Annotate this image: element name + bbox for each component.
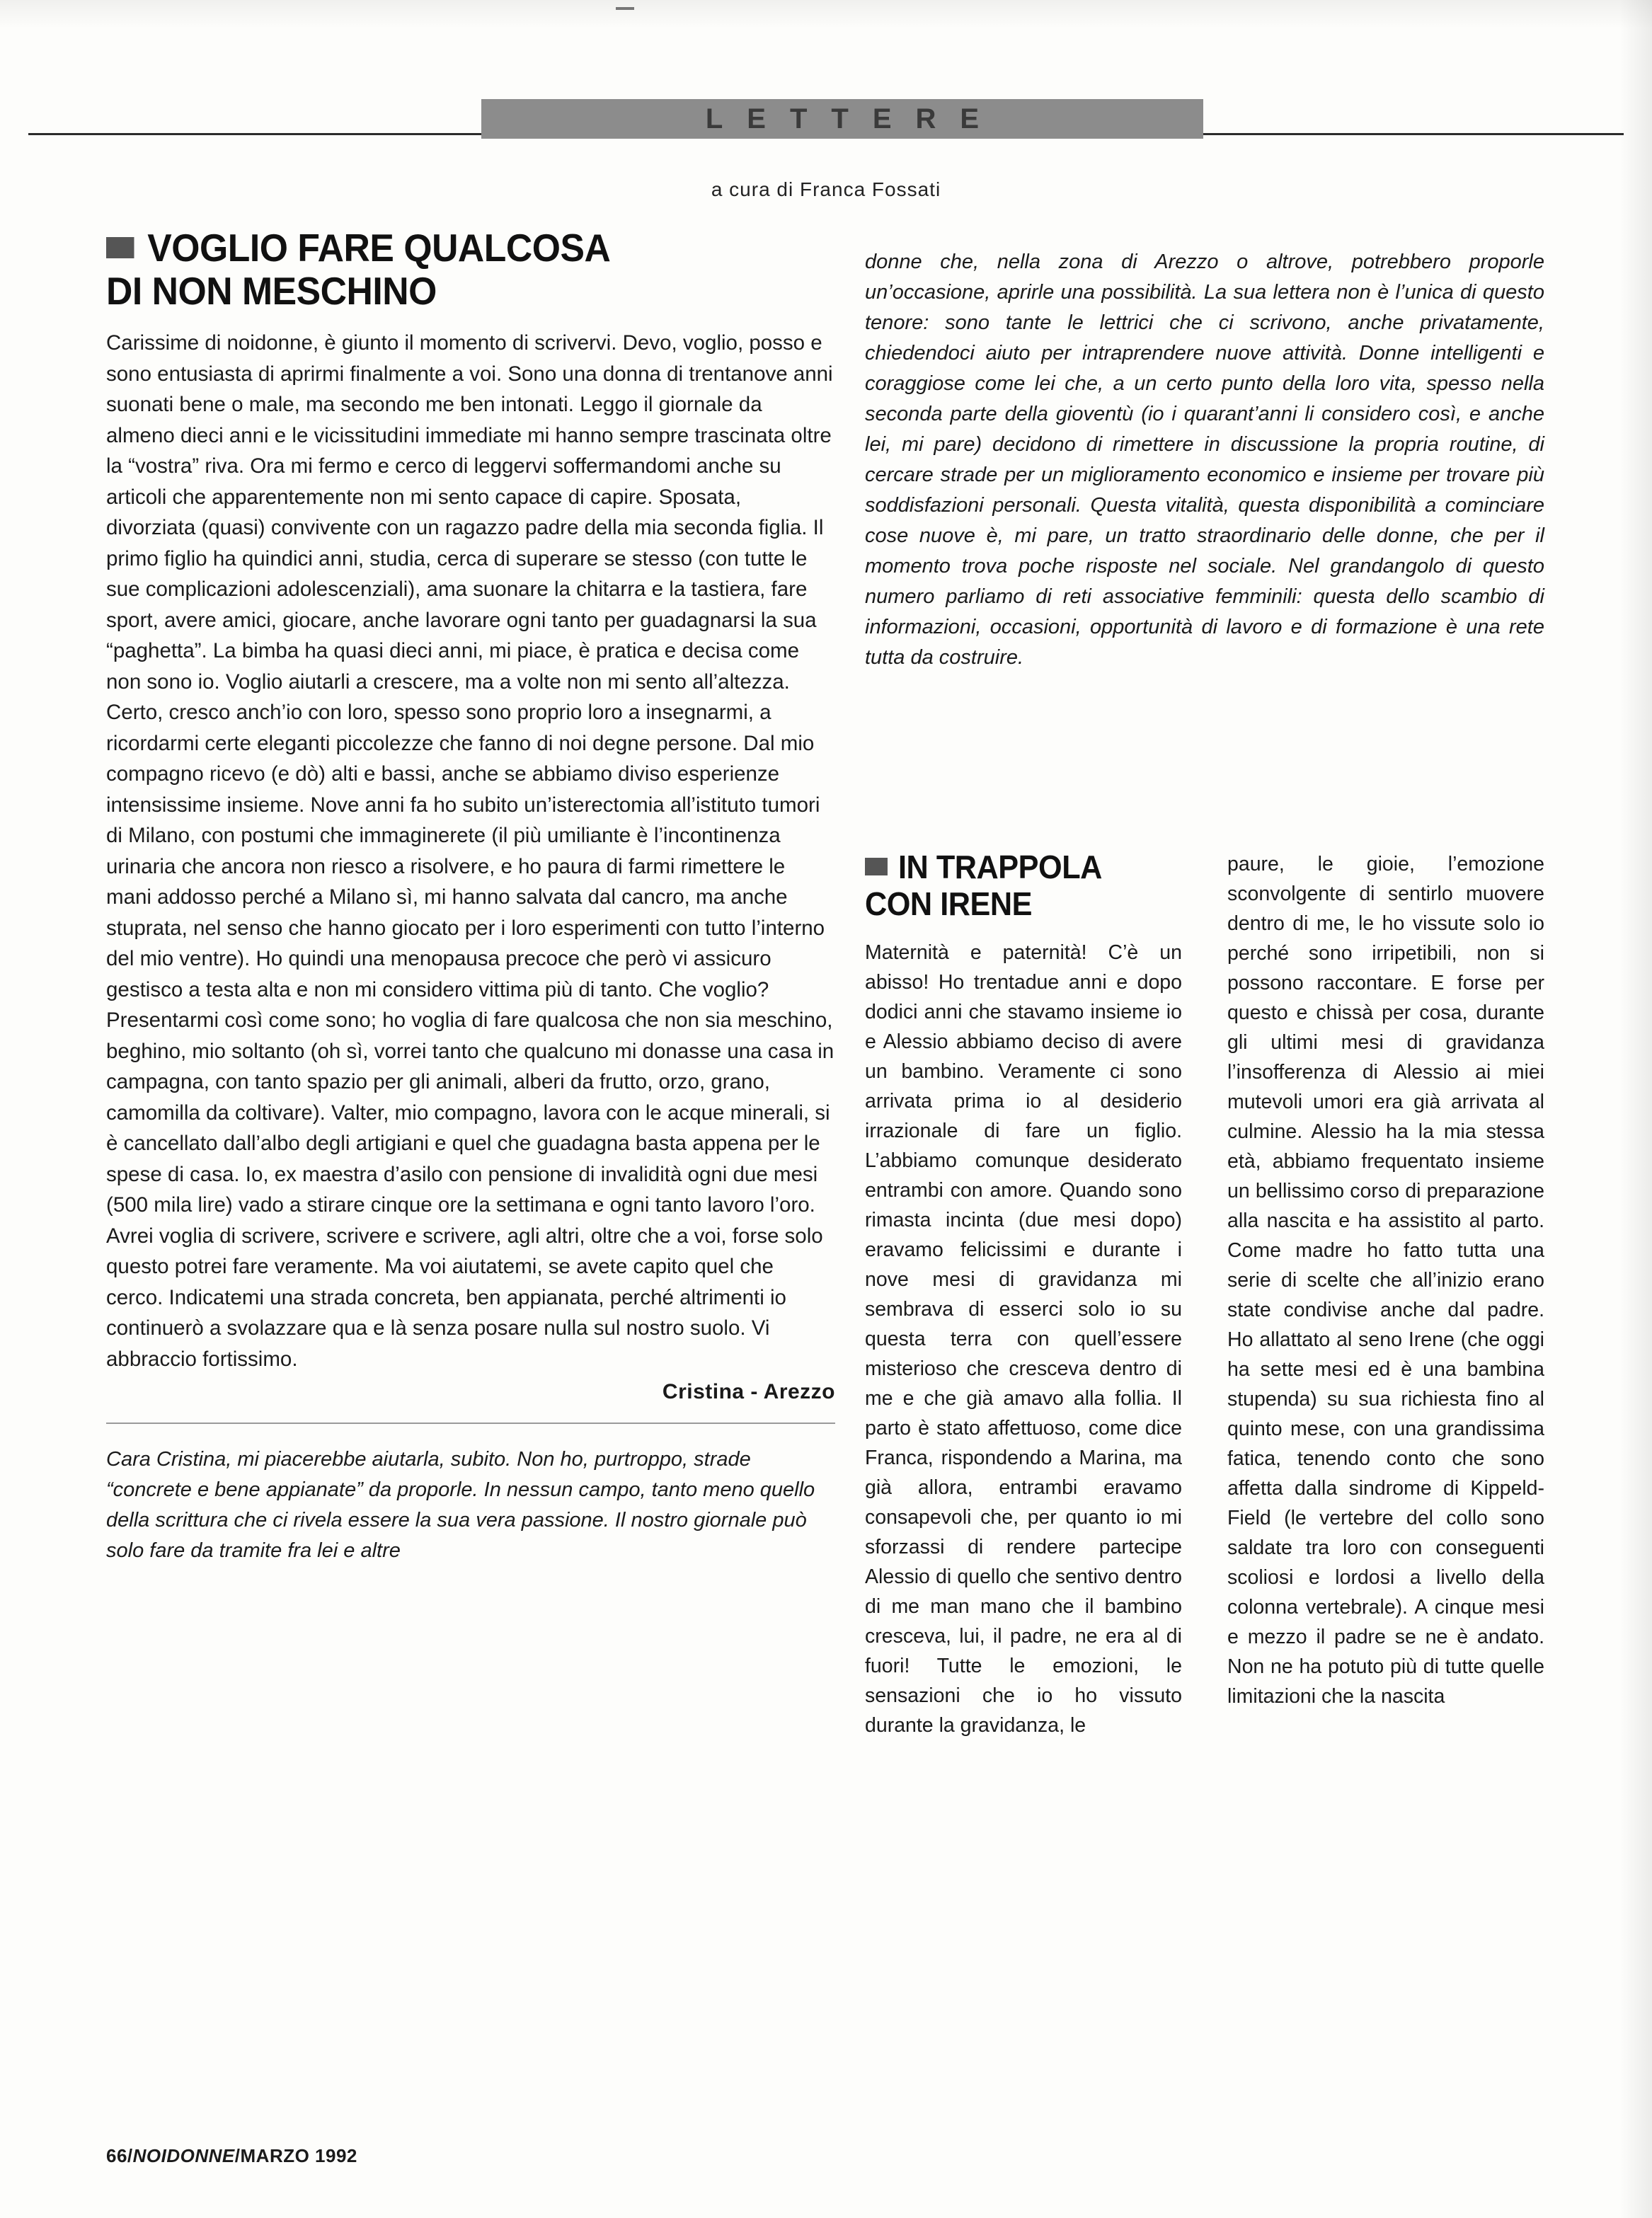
letter-2-headline-line1: IN TRAPPOLA bbox=[898, 849, 1102, 885]
square-bullet-icon bbox=[865, 858, 888, 875]
scan-shadow-right bbox=[1619, 0, 1652, 2218]
masthead-rule-left bbox=[28, 133, 481, 135]
letter-2-headline-line2: CON IRENE bbox=[865, 885, 1033, 922]
section-title: LETTERE bbox=[705, 103, 1004, 134]
letter-1-divider bbox=[106, 1423, 835, 1424]
letter-2-body-col2: paure, le gioie, l’emozione sconvolgente di sentirlo muovere dentro di me, le ho vissute solo io perché sono irripetibili, non si possono raccontare. E forse per questo e chissà per cosa, durante gli ultimi mesi di gravidanza l’insofferenza di Alessio ai miei mutevoli umori era già arrivata al culmine. Alessio ha la mia stessa età, abbiamo frequentato insieme un bellissimo corso di preparazione alla nascita e ha assistito al parto. Come madre ho fatto tutta una serie di scelte che all’inizio erano state condivise anche dal padre. Ho allattato al seno Irene (che oggi ha sette mesi ed è una bambina stupenda) su sua richiesta fino al quinto mese, con una grandissima fatica, tenendo conto che sono affetta dalla sindrome di Kippeld-Field (le vertebre del collo sono saldate tra loro con conseguenti scoliosi e lordosi a livello della colonna vertebrale). A cinque mesi e mezzo il padre se ne è andato. Non ne ha potuto più di tutte quelle limitazioni che la nascita bbox=[1227, 853, 1550, 1708]
column-right-top bbox=[865, 226, 1544, 694]
letter-1-reply-part2: donne che, nella zona di Arezzo o altrove, potrebbero proporle un’occasione, aprirle una possibilità. La sua lettera non è l’unica di questo tenore: sono tante le lettrici che ci scrivono, anche privatamente, chiedendoci aiuto per intraprendere nuove attività. Donne intelligenti e coraggiose come lei che, a un certo punto della loro vita, spesso nella seconda parte della gioventù (io i quarant’anni li considero così, e anche lei, mi pare) decidono di rimettere in discussione la propria routine, di cercare strade per un miglioramento economico e insieme per trovare più soddisfazioni personali. Questa vitalità, questa disponibilità a cominciare cose nuove è, mi pare, un tratto straordinario delle donne, che per il momento trova poche risposte nel sociale. Nel grandangolo di questo numero parliamo di reti associative femminili: questa dello scambio di informazioni, occasioni, opportunità di lavoro e di formazione è una rete tutta da costruire. bbox=[865, 251, 1544, 669]
page-footer bbox=[106, 2145, 357, 2167]
byline: a cura di Franca Fossati bbox=[711, 178, 941, 200]
letter-1-body: Carissime di noidonne, è giunto il momento di scrivervi. Devo, voglio, posso e sono entusiasta di aprirmi finalmente a voi. Sono una donna di trentanove anni suonati bene o male, ma secondo me ben intonati. Leggo il giornale da almeno dieci anni e le vicissitudini immediate mi hanno sempre trascinata oltre la “vostra” riva. Ora mi fermo e cerco di leggervi soffermandomi anche su articoli che apparentemente non mi sento capace di capire. Sposata, divorziata (quasi) convivente con un ragazzo padre della mia seconda figlia. Il primo figlio ha quindici anni, studia, cerca di superare se stesso (con tutte le sue complicazioni adolescenziali), ama suonare la chitarra e la tastiera, fare sport, avere amici, giocare, anche lavorare ogni tanto per guadagnarsi la sua “paghetta”. La bimba ha quasi dieci anni, mi piace, è pratica e decisa come non sono io. Voglio aiutarli a crescere, ma a volte non mi sento all’altezza. Certo, cresco anch’io con loro, spesso sono proprio loro a insegnarmi, a ricordarmi certe eleganti piccolezze che fanno di noi degne persone. Dal mio compagno ricevo (e dò) alti e bassi, anche se abbiamo diviso esperienze intensissime insieme. Nove anni fa ho subito un’isterectomia all’istituto tumori di Milano, con postumi che immaginerete (il più umiliante è l’incontinenza urinaria che ancora non riesco a risolvere, e ho paura di farmi rimettere le mani addosso perché a Milano sì, mi hanno salvata dal cancro, ma anche stuprata, nel senso che hanno giocato per i loro esperimenti con tutto l’interno del mio ventre). Ho quindi una menopausa precoce che però vi assicuro gestisco a testa alta e non mi considero vittima più di tanto. Che voglio? Presentarmi così come sono; ho voglia di fare qualcosa che non sia meschino, beghino, mio soltanto (oh sì, vorrei tanto che qualcuno mi donasse una casa in campagna, con tanto spazio per gli animali, alberi da frutto, orzo, grano, camomilla da coltivare). Valter, mio compagno, lavora con le acque minerali, si è cancellato dall’albo degli artigiani e quel che guadagna basta appena per le spese di casa. Io, ex maestra d’asilo con pensione di invalidità ogni due mesi (500 mila lire) vado a stirare cinque ore la settimana e ogni tanto lavoro l’oro. Avrei voglia di scrivere, scrivere e scrivere, agli altri, oltre che a voi, forse solo questo potrei fare veramente. Ma voi aiutatemi, se avete capito quel che cerco. Indicatemi una strada concreta, ben appianata, perché altrimenti io continuerò a svolazzare qua e là senza posare nulla sul nostro suolo. Vi abbraccio fortissimo. bbox=[106, 331, 840, 1371]
footer-issue: /MARZO 1992 bbox=[234, 2145, 357, 2166]
column-left bbox=[106, 226, 840, 1587]
square-bullet-icon bbox=[106, 237, 134, 258]
scan-tick-mark bbox=[616, 7, 634, 10]
letter-2-block bbox=[865, 849, 1550, 1740]
letter-2-body-col1: Maternità e paternità! C’è un abisso! Ho trentadue anni e dopo dodici anni che stavamo insieme io e Alessio abbiamo deciso di avere un bambino. Veramente ci sono arrivata prima io al desiderio irrazionale di fare un figlio. L’abbiamo comunque desiderato entrambi con amore. Quando sono rimasta incinta (due mesi dopo) eravamo felicissimi e durante i nove mesi di gravidanza mi sembrava di esserci solo io su questa terra con quell’essere misterioso che cresceva dentro di me e che già amavo alla follia. Il parto è stato affettuoso, come dice Franca, rispondendo a Marina, ma già allora, entrambi eravamo consapevoli che, per quanto io mi sforzassi di rendere partecipe Alessio di quello che sentivo dentro di me man mano che il bambino cresceva, lui, il padre, ne era al di fuori! Tutte le emozioni, le sensazioni che io ho vissuto durante la gravidanza, le bbox=[865, 941, 1188, 1737]
masthead-band bbox=[481, 99, 1203, 139]
masthead-rule-right bbox=[1203, 133, 1624, 135]
letter-2-column-1 bbox=[865, 849, 1188, 1740]
masthead bbox=[0, 99, 1652, 142]
letter-1-reply-part1: Cara Cristina, mi piacerebbe aiutarla, subito. Non ho, purtroppo, strade “concrete e bene appianate” da proporle. In nessun campo, tanto meno quello della scrittura che ci rivela essere la sua vera passione. Il nostro giornale può solo fare da tramite fra lei e altre bbox=[106, 1448, 815, 1562]
letter-2-column-2 bbox=[1227, 849, 1550, 1740]
letter-1-headline-line1: VOGLIO FARE QUALCOSA bbox=[147, 226, 611, 270]
footer-magazine-name: NOIDONNE bbox=[132, 2145, 235, 2166]
footer-page-number: 66/ bbox=[106, 2145, 133, 2166]
letter-1-signature: Cristina - Arezzo bbox=[662, 1380, 835, 1403]
letter-1-headline bbox=[106, 226, 791, 312]
scan-shadow-top bbox=[0, 0, 1652, 28]
letter-1-headline-line2: DI NON MESCHINO bbox=[106, 268, 437, 313]
letter-2-headline bbox=[865, 849, 1163, 922]
